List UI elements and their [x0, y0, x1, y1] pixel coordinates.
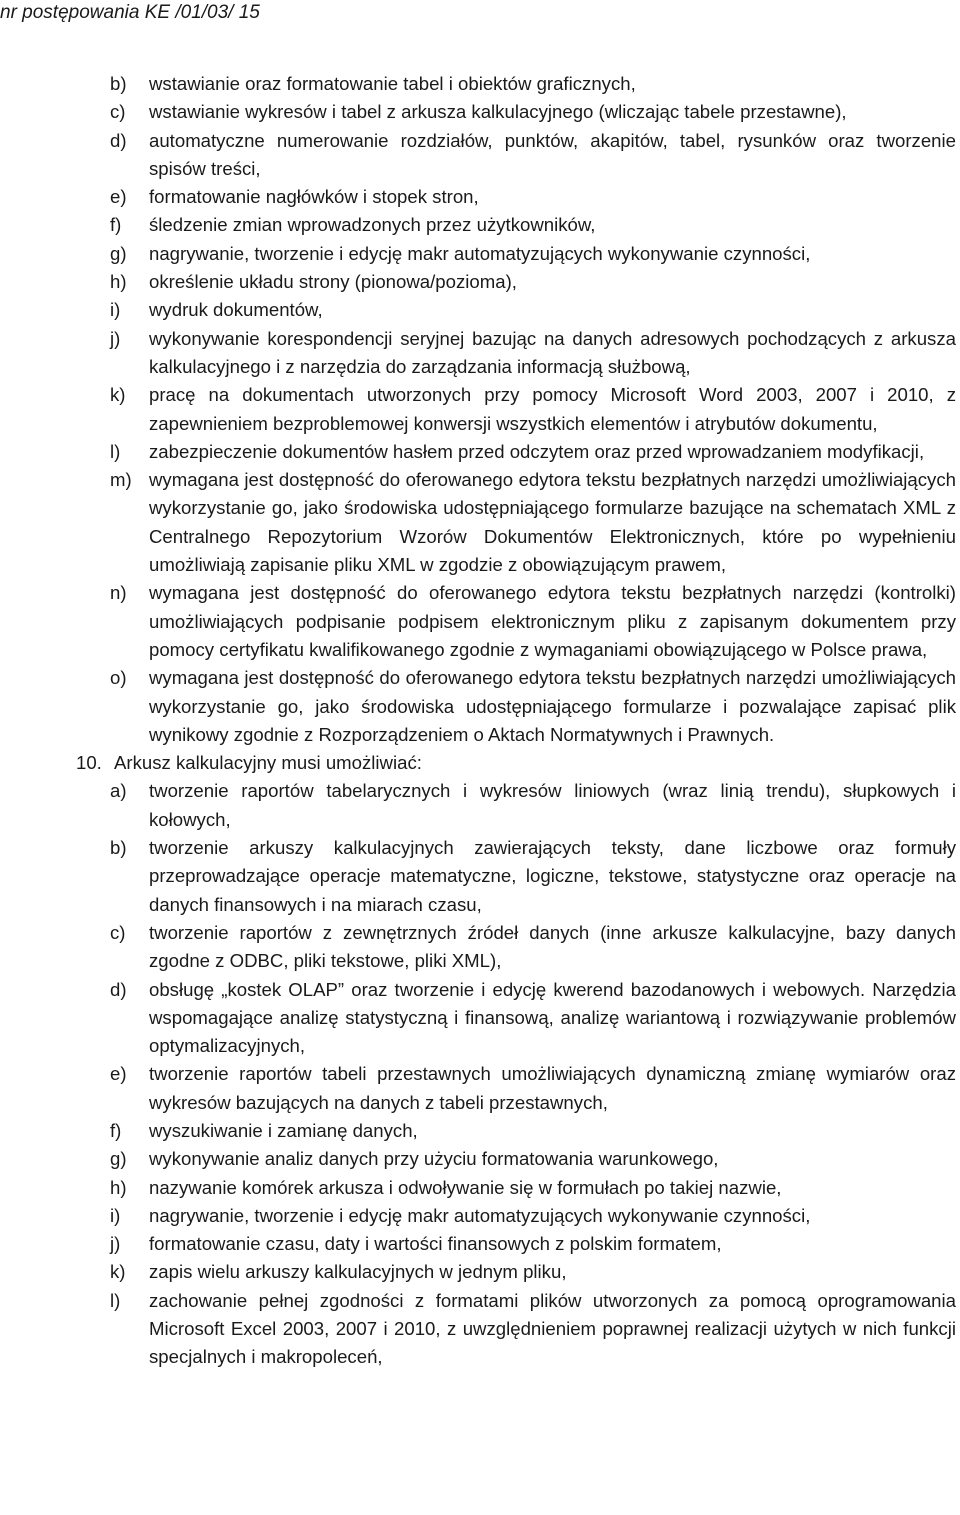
list-item [110, 183, 956, 211]
list-item [110, 268, 956, 296]
list-item-text: wykonywanie analiz danych przy użyciu formatowania warunkowego, [149, 1148, 719, 1170]
list-item-marker: l) [110, 1289, 121, 1311]
list-item-marker: h) [110, 271, 127, 293]
list-item [110, 777, 956, 834]
list-item [110, 466, 956, 579]
list-item-marker: g) [110, 1148, 127, 1170]
list-item [110, 70, 956, 98]
list-item-text: nazywanie komórek arkusza i odwoływanie się w formułach po takiej nazwie, [149, 1176, 782, 1198]
list-item-text: tworzenie arkuszy kalkulacyjnych zawierających teksty, dane liczbowe oraz formuły przeprowadzające operacje matematyczne, logiczne, tekstowe, statystyczne oraz operacje na danych finansowych i na miarach czasu, [149, 837, 956, 915]
list-item-text: określenie układu strony (pionowa/pozioma), [149, 271, 517, 293]
list-item [110, 1060, 956, 1117]
list-item-text: tworzenie raportów z zewnętrznych źródeł danych (inne arkusze kalkulacyjne, bazy danych zgodne z ODBC, pliki tekstowe, pliki XML), [149, 921, 956, 972]
list-item-marker: c) [110, 921, 126, 943]
list-item-marker: c) [110, 101, 126, 123]
list-item-marker: j) [110, 327, 121, 349]
list-item-text: zabezpieczenie dokumentów hasłem przed odczytem oraz przed wprowadzaniem modyfikacji, [149, 440, 925, 462]
list-item-text: tworzenie raportów tabelarycznych i wykresów liniowych (wraz linią trendu), słupkowych i kołowych, [149, 780, 956, 830]
list-item [110, 1258, 956, 1286]
list-item [110, 1117, 956, 1145]
list-item-marker: l) [110, 440, 121, 462]
list-item [110, 919, 956, 976]
list-item [110, 127, 956, 184]
list-item-text: tworzenie raportów tabeli przestawnych umożliwiających dynamiczną zmianę wymiarów oraz wykresów bazujących na danych z tabeli przestawnych, [149, 1063, 956, 1113]
list-item-marker: e) [110, 186, 127, 208]
list-item [110, 381, 956, 438]
list-item-text: wymagana jest dostępność do oferowanego edytora tekstu bezpłatnych narzędzi umożliwiających wykorzystanie go, jako środowiska udostępniającego formularze i pozwalające zapisać plik wynikowy zgodnie z Rozporządzeniem o Aktach Normatywnych i Prawnych. [149, 667, 956, 745]
list-item [110, 98, 956, 126]
list-item [110, 579, 956, 664]
list-item-text: wstawianie oraz formatowanie tabel i obiektów graficznych, [149, 73, 636, 94]
list-item-marker: o) [110, 667, 127, 689]
list-item-text: automatyczne numerowanie rozdziałów, punktów, akapitów, tabel, rysunków oraz tworzenie spisów treści, [149, 129, 956, 179]
list-item-marker: g) [110, 242, 127, 264]
list-item [110, 240, 956, 268]
editor-requirements-list [110, 70, 956, 749]
list-item-text: nagrywanie, tworzenie i edycję makr automatyzujących wykonywanie czynności, [149, 242, 811, 264]
section-title: Arkusz kalkulacyjny musi umożliwiać: [114, 752, 422, 774]
list-item [110, 1145, 956, 1173]
document-body [76, 70, 956, 1372]
list-item [110, 211, 956, 239]
list-item-marker: f) [110, 214, 122, 236]
list-item-text: wstawianie wykresów i tabel z arkusza kalkulacyjnego (wliczając tabele przestawne), [149, 101, 847, 123]
page-header: nr postępowania KE /01/03/ 15 [0, 2, 260, 23]
list-item-marker: k) [110, 1261, 126, 1283]
section-10-heading [76, 749, 956, 777]
list-item-text: śledzenie zmian wprowadzonych przez użytkowników, [149, 214, 596, 236]
list-item [110, 1230, 956, 1258]
list-item-text: pracę na dokumentach utworzonych przy pomocy Microsoft Word 2003, 2007 i 2010, z zapewnieniem bezproblemowej konwersji wszystkich elementów i atrybutów dokumentu, [149, 384, 956, 434]
list-item-text: wymagana jest dostępność do oferowanego edytora tekstu bezpłatnych narzędzi umożliwiających wykorzystanie go, jako środowiska udostępniającego formularze bazujące na schematach XML z Centralnego Repozytorium Wzorów Dokumentów Elektronicznych, które po wypełnieniu umożliwiają zapisanie pliku XML w zgodzie z obowiązującym prawem, [149, 469, 956, 576]
list-item-marker: b) [110, 73, 127, 94]
list-item-marker: i) [110, 1204, 121, 1226]
list-item [110, 664, 956, 749]
list-item-text: formatowanie czasu, daty i wartości finansowych z polskim formatem, [149, 1233, 722, 1255]
list-item-text: wyszukiwanie i zamianę danych, [149, 1119, 418, 1141]
list-item-marker: e) [110, 1063, 127, 1085]
list-item [110, 438, 956, 466]
list-item-marker: k) [110, 384, 126, 406]
list-item-text: wydruk dokumentów, [149, 299, 323, 321]
list-item-marker: i) [110, 299, 121, 321]
list-item-marker: h) [110, 1176, 127, 1198]
list-item-text: nagrywanie, tworzenie i edycję makr automatyzujących wykonywanie czynności, [149, 1204, 811, 1226]
list-item-marker: a) [110, 780, 127, 802]
list-item-marker: d) [110, 978, 127, 1000]
list-item-text: obsługę „kostek OLAP” oraz tworzenie i edycję kwerend bazodanowych i webowych. Narzędzia wspomagające analizę statystyczną i finansową, analizę wariantową i rozwiązywanie problemów optymalizacyjnych, [149, 978, 956, 1057]
list-item-marker: n) [110, 582, 127, 604]
list-item-marker: m) [110, 469, 132, 491]
list-item-marker: d) [110, 129, 127, 151]
spreadsheet-requirements-list [110, 777, 956, 1371]
list-item [110, 976, 956, 1061]
list-item-text: zachowanie pełnej zgodności z formatami plików utworzonych za pomocą oprogramowania Microsoft Excel 2003, 2007 i 2010, z uwzględnieniem poprawnej realizacji użytych w nich funkcji specjalnych i makropoleceń, [149, 1289, 956, 1368]
list-item [110, 1202, 956, 1230]
list-item-text: wykonywanie korespondencji seryjnej bazując na danych adresowych pochodzących z arkusza kalkulacyjnego i z narzędzia do zarządzania informacją służbową, [149, 327, 956, 377]
list-item-text: zapis wielu arkuszy kalkulacyjnych w jednym pliku, [149, 1261, 567, 1283]
list-item [110, 1287, 956, 1372]
list-item-marker: b) [110, 837, 127, 859]
list-item-marker: f) [110, 1119, 122, 1141]
list-item-text: formatowanie nagłówków i stopek stron, [149, 186, 479, 208]
list-item [110, 1174, 956, 1202]
list-item [110, 325, 956, 382]
list-item-marker: j) [110, 1233, 121, 1255]
list-item [110, 834, 956, 919]
section-number: 10. [76, 752, 102, 774]
list-item [110, 296, 956, 324]
list-item-text: wymagana jest dostępność do oferowanego edytora tekstu bezpłatnych narzędzi (kontrolki) umożliwiających podpisanie podpisem elektronicznym pliku z zapisanym dokumentem przy pomocy certyfikatu kwalifikowanego zgodnie z wymaganiami obowiązującego w Polsce prawa, [149, 582, 956, 660]
